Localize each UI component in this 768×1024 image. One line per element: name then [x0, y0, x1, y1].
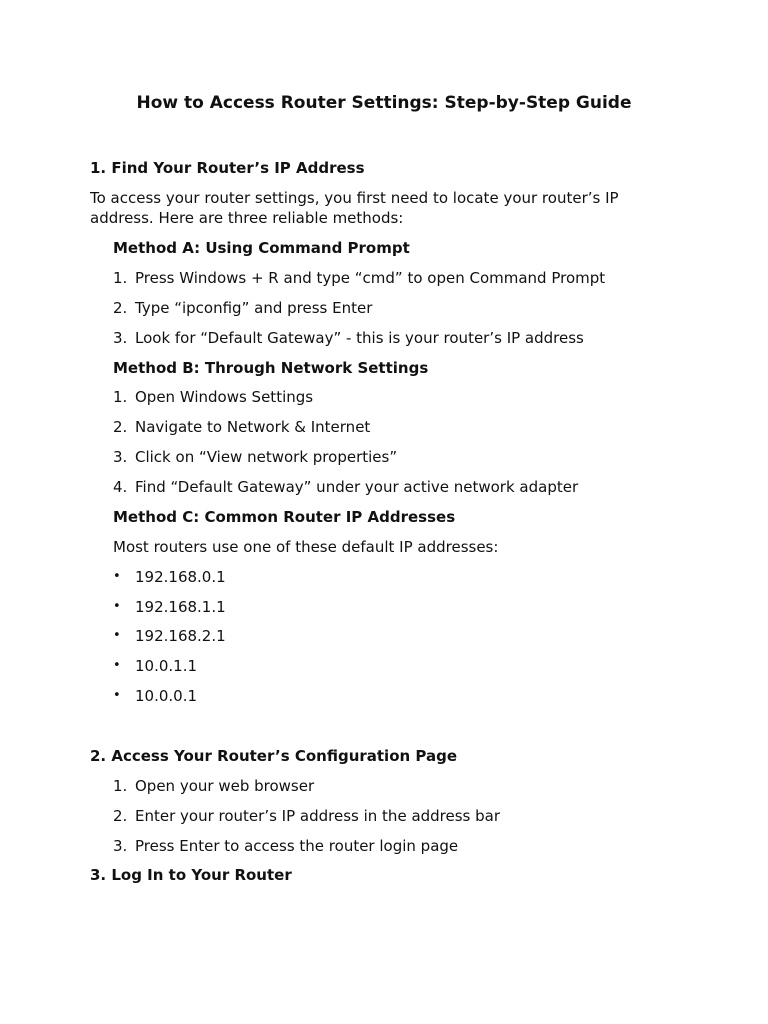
list-item-text: Click on “View network properties”	[135, 448, 398, 466]
list-item	[113, 776, 314, 796]
section-2-heading: 2. Access Your Router’s Configuration Page	[90, 747, 458, 765]
bullet-icon: •	[113, 628, 121, 643]
bullet-icon: •	[113, 658, 121, 673]
list-number: 2.	[113, 418, 128, 436]
list-item	[113, 328, 584, 348]
list-number: 1.	[113, 269, 128, 287]
bullet-icon: •	[113, 688, 121, 703]
page-title: How to Access Router Settings: Step-by-Step Guide	[136, 93, 632, 113]
list-item-text: 10.0.1.1	[135, 657, 198, 675]
list-item-text: Open your web browser	[135, 777, 315, 795]
list-item-text: 10.0.0.1	[135, 687, 198, 705]
bullet-icon: •	[113, 569, 121, 584]
list-number: 1.	[113, 388, 128, 406]
list-item	[113, 417, 370, 437]
list-item	[113, 656, 197, 676]
list-number: 3.	[113, 837, 128, 855]
list-item	[113, 387, 313, 407]
method-c-intro: Most routers use one of these default IP addresses:	[113, 538, 499, 556]
list-item-text: 192.168.2.1	[135, 627, 226, 645]
list-number: 1.	[113, 777, 128, 795]
bullet-icon: •	[113, 599, 121, 614]
list-item	[113, 447, 397, 467]
section-3-heading: 3. Log In to Your Router	[90, 866, 292, 884]
list-item-text: 192.168.1.1	[135, 598, 226, 616]
list-item-text: Navigate to Network & Internet	[135, 418, 371, 436]
list-item-text: Press Windows + R and type “cmd” to open Command Prompt	[135, 269, 606, 287]
list-item-text: 192.168.0.1	[135, 568, 226, 586]
section-1-heading: 1. Find Your Router’s IP Address	[90, 159, 365, 177]
list-item-text: Type “ipconfig” and press Enter	[135, 299, 373, 317]
list-number: 3.	[113, 329, 128, 347]
list-item-text: Find “Default Gateway” under your active network adapter	[135, 478, 579, 496]
list-number: 4.	[113, 478, 128, 496]
list-item-text: Open Windows Settings	[135, 388, 314, 406]
list-item-text: Enter your router’s IP address in the address bar	[135, 807, 501, 825]
list-item	[113, 597, 226, 617]
list-item	[113, 806, 500, 826]
list-item	[113, 477, 578, 497]
list-number: 2.	[113, 807, 128, 825]
list-item-text: Look for “Default Gateway” - this is your router’s IP address	[135, 329, 584, 347]
list-number: 2.	[113, 299, 128, 317]
list-item	[113, 626, 226, 646]
list-item-text: Press Enter to access the router login page	[135, 837, 459, 855]
list-number: 3.	[113, 448, 128, 466]
list-item	[113, 836, 458, 856]
method-c-heading: Method C: Common Router IP Addresses	[113, 508, 456, 526]
list-item	[113, 298, 372, 318]
list-item	[113, 268, 605, 288]
method-a-heading: Method A: Using Command Prompt	[113, 239, 410, 257]
method-b-heading: Method B: Through Network Settings	[113, 359, 429, 377]
list-item	[113, 567, 226, 587]
section-1-intro: To access your router settings, you first need to locate your router’s IP address. Here are three reliable methods:	[90, 189, 619, 227]
list-item	[113, 686, 197, 706]
